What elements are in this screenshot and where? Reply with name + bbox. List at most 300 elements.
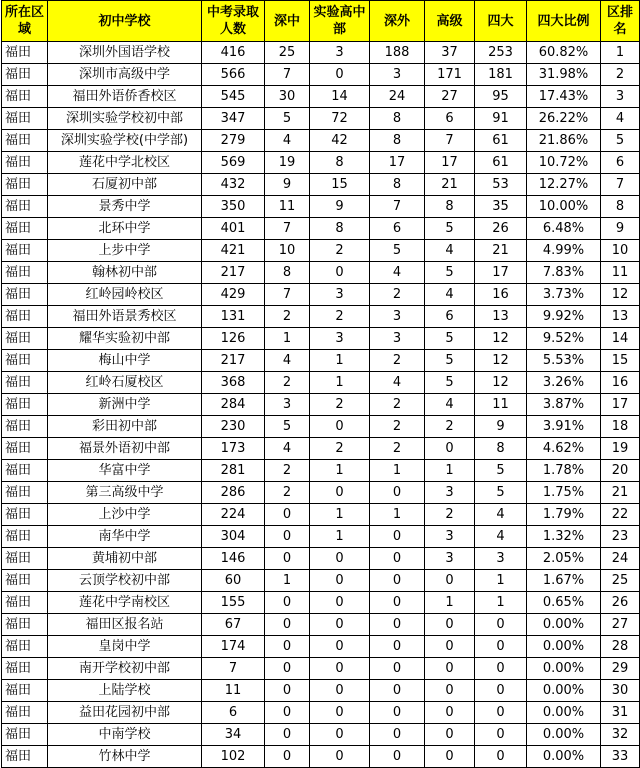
table-row xyxy=(2,86,640,108)
cell-shenzhong: 0 xyxy=(265,592,310,614)
cell-district-rank: 12 xyxy=(601,284,640,306)
cell-region: 福田 xyxy=(2,592,48,614)
cell-sida-ratio: 9.52% xyxy=(527,328,601,350)
table-row xyxy=(2,152,640,174)
cell-region: 福田 xyxy=(2,548,48,570)
cell-sida: 4 xyxy=(475,504,527,526)
cell-shenwai: 3 xyxy=(370,64,425,86)
cell-school: 深圳市高级中学 xyxy=(48,64,202,86)
cell-sida: 5 xyxy=(475,482,527,504)
cell-shenwai: 0 xyxy=(370,636,425,658)
cell-sida: 181 xyxy=(475,64,527,86)
cell-gaoji: 2 xyxy=(425,416,475,438)
cell-sida: 11 xyxy=(475,394,527,416)
cell-region: 福田 xyxy=(2,460,48,482)
table-row xyxy=(2,438,640,460)
cell-region: 福田 xyxy=(2,306,48,328)
cell-shenwai: 2 xyxy=(370,284,425,306)
cell-region: 福田 xyxy=(2,702,48,724)
cell-sida: 61 xyxy=(475,152,527,174)
cell-region: 福田 xyxy=(2,570,48,592)
cell-sida: 1 xyxy=(475,570,527,592)
cell-gaoji: 5 xyxy=(425,218,475,240)
cell-school: 彩田初中部 xyxy=(48,416,202,438)
cell-district-rank: 26 xyxy=(601,592,640,614)
cell-admitted-count: 7 xyxy=(202,658,265,680)
table-row xyxy=(2,658,640,680)
cell-region: 福田 xyxy=(2,614,48,636)
cell-shiyan-senior: 2 xyxy=(310,240,370,262)
cell-gaoji: 1 xyxy=(425,460,475,482)
cell-school: 莲花中学南校区 xyxy=(48,592,202,614)
cell-shiyan-senior: 3 xyxy=(310,284,370,306)
cell-gaoji: 3 xyxy=(425,482,475,504)
cell-region: 福田 xyxy=(2,526,48,548)
cell-shenwai: 6 xyxy=(370,218,425,240)
cell-gaoji: 6 xyxy=(425,306,475,328)
cell-shenzhong: 0 xyxy=(265,548,310,570)
header-gaoji: 高级 xyxy=(425,1,475,42)
cell-shenzhong: 4 xyxy=(265,130,310,152)
cell-region: 福田 xyxy=(2,636,48,658)
cell-shenwai: 8 xyxy=(370,108,425,130)
table-row xyxy=(2,130,640,152)
cell-district-rank: 3 xyxy=(601,86,640,108)
header-school: 初中学校 xyxy=(48,1,202,42)
cell-shiyan-senior: 0 xyxy=(310,658,370,680)
cell-region: 福田 xyxy=(2,218,48,240)
cell-district-rank: 16 xyxy=(601,372,640,394)
cell-shenzhong: 0 xyxy=(265,636,310,658)
cell-school: 益田花园初中部 xyxy=(48,702,202,724)
cell-admitted-count: 217 xyxy=(202,350,265,372)
cell-admitted-count: 34 xyxy=(202,724,265,746)
cell-school: 黄埔初中部 xyxy=(48,548,202,570)
cell-district-rank: 29 xyxy=(601,658,640,680)
cell-admitted-count: 368 xyxy=(202,372,265,394)
cell-school: 南开学校初中部 xyxy=(48,658,202,680)
cell-shiyan-senior: 3 xyxy=(310,328,370,350)
cell-shenzhong: 4 xyxy=(265,350,310,372)
cell-gaoji: 37 xyxy=(425,42,475,64)
cell-region: 福田 xyxy=(2,416,48,438)
cell-sida: 17 xyxy=(475,262,527,284)
cell-school: 石厦初中部 xyxy=(48,174,202,196)
cell-shenwai: 0 xyxy=(370,592,425,614)
cell-school: 竹林中学 xyxy=(48,746,202,768)
cell-shenzhong: 0 xyxy=(265,614,310,636)
cell-sida-ratio: 6.48% xyxy=(527,218,601,240)
cell-school: 上陆学校 xyxy=(48,680,202,702)
cell-shenwai: 0 xyxy=(370,680,425,702)
cell-district-rank: 19 xyxy=(601,438,640,460)
cell-district-rank: 17 xyxy=(601,394,640,416)
cell-sida: 9 xyxy=(475,416,527,438)
cell-sida: 0 xyxy=(475,702,527,724)
cell-shiyan-senior: 1 xyxy=(310,504,370,526)
cell-region: 福田 xyxy=(2,746,48,768)
table-row xyxy=(2,108,640,130)
cell-shenwai: 0 xyxy=(370,570,425,592)
cell-district-rank: 23 xyxy=(601,526,640,548)
cell-school: 上沙中学 xyxy=(48,504,202,526)
cell-district-rank: 5 xyxy=(601,130,640,152)
header-admitted-count: 中考录取人数 xyxy=(202,1,265,42)
cell-school: 深圳实验学校初中部 xyxy=(48,108,202,130)
cell-sida-ratio: 60.82% xyxy=(527,42,601,64)
table-row xyxy=(2,284,640,306)
cell-district-rank: 30 xyxy=(601,680,640,702)
table-body xyxy=(2,42,640,768)
table-row xyxy=(2,592,640,614)
table-row xyxy=(2,372,640,394)
cell-sida: 0 xyxy=(475,746,527,768)
cell-admitted-count: 67 xyxy=(202,614,265,636)
cell-region: 福田 xyxy=(2,86,48,108)
table-row xyxy=(2,548,640,570)
cell-shiyan-senior: 1 xyxy=(310,526,370,548)
cell-shenzhong: 5 xyxy=(265,416,310,438)
cell-gaoji: 5 xyxy=(425,372,475,394)
cell-district-rank: 32 xyxy=(601,724,640,746)
cell-shenwai: 188 xyxy=(370,42,425,64)
cell-sida-ratio: 4.99% xyxy=(527,240,601,262)
cell-school: 深圳外国语学校 xyxy=(48,42,202,64)
cell-shenwai: 17 xyxy=(370,152,425,174)
cell-sida: 35 xyxy=(475,196,527,218)
cell-sida-ratio: 1.79% xyxy=(527,504,601,526)
cell-sida: 61 xyxy=(475,130,527,152)
cell-sida-ratio: 1.67% xyxy=(527,570,601,592)
table-row xyxy=(2,394,640,416)
cell-school: 新洲中学 xyxy=(48,394,202,416)
cell-shenzhong: 7 xyxy=(265,64,310,86)
cell-shenzhong: 5 xyxy=(265,108,310,130)
cell-gaoji: 6 xyxy=(425,108,475,130)
cell-sida: 3 xyxy=(475,548,527,570)
cell-admitted-count: 6 xyxy=(202,702,265,724)
cell-gaoji: 7 xyxy=(425,130,475,152)
cell-shiyan-senior: 8 xyxy=(310,152,370,174)
cell-shenzhong: 7 xyxy=(265,284,310,306)
cell-admitted-count: 566 xyxy=(202,64,265,86)
cell-sida: 0 xyxy=(475,636,527,658)
cell-sida-ratio: 0.65% xyxy=(527,592,601,614)
cell-sida-ratio: 0.00% xyxy=(527,702,601,724)
cell-region: 福田 xyxy=(2,196,48,218)
cell-shenwai: 4 xyxy=(370,372,425,394)
cell-admitted-count: 279 xyxy=(202,130,265,152)
cell-district-rank: 4 xyxy=(601,108,640,130)
cell-region: 福田 xyxy=(2,394,48,416)
cell-gaoji: 17 xyxy=(425,152,475,174)
table-row xyxy=(2,262,640,284)
table-row xyxy=(2,680,640,702)
cell-shiyan-senior: 2 xyxy=(310,438,370,460)
cell-shiyan-senior: 0 xyxy=(310,262,370,284)
header-shenwai: 深外 xyxy=(370,1,425,42)
admissions-table xyxy=(1,0,640,768)
cell-shenwai: 4 xyxy=(370,262,425,284)
cell-shiyan-senior: 42 xyxy=(310,130,370,152)
cell-shenwai: 8 xyxy=(370,174,425,196)
cell-district-rank: 27 xyxy=(601,614,640,636)
cell-school: 梅山中学 xyxy=(48,350,202,372)
cell-gaoji: 0 xyxy=(425,614,475,636)
cell-district-rank: 9 xyxy=(601,218,640,240)
cell-shiyan-senior: 0 xyxy=(310,416,370,438)
cell-shenwai: 0 xyxy=(370,526,425,548)
cell-shenzhong: 1 xyxy=(265,570,310,592)
cell-shenwai: 0 xyxy=(370,724,425,746)
table-row xyxy=(2,636,640,658)
cell-shiyan-senior: 2 xyxy=(310,306,370,328)
table-row xyxy=(2,416,640,438)
cell-shenwai: 1 xyxy=(370,504,425,526)
header-shenzhong: 深中 xyxy=(265,1,310,42)
cell-gaoji: 2 xyxy=(425,504,475,526)
cell-school: 红岭园岭校区 xyxy=(48,284,202,306)
cell-admitted-count: 350 xyxy=(202,196,265,218)
cell-shiyan-senior: 0 xyxy=(310,482,370,504)
table-row xyxy=(2,218,640,240)
cell-shenzhong: 30 xyxy=(265,86,310,108)
cell-school: 华富中学 xyxy=(48,460,202,482)
cell-gaoji: 0 xyxy=(425,746,475,768)
cell-shenzhong: 3 xyxy=(265,394,310,416)
cell-shenzhong: 2 xyxy=(265,306,310,328)
cell-shenwai: 8 xyxy=(370,130,425,152)
cell-sida: 13 xyxy=(475,306,527,328)
cell-school: 第三高级中学 xyxy=(48,482,202,504)
cell-admitted-count: 126 xyxy=(202,328,265,350)
cell-shenwai: 3 xyxy=(370,328,425,350)
table-row xyxy=(2,460,640,482)
cell-gaoji: 0 xyxy=(425,680,475,702)
cell-shiyan-senior: 0 xyxy=(310,680,370,702)
cell-shiyan-senior: 0 xyxy=(310,746,370,768)
cell-region: 福田 xyxy=(2,152,48,174)
cell-sida: 8 xyxy=(475,438,527,460)
cell-sida-ratio: 21.86% xyxy=(527,130,601,152)
cell-gaoji: 4 xyxy=(425,240,475,262)
cell-admitted-count: 155 xyxy=(202,592,265,614)
cell-sida-ratio: 7.83% xyxy=(527,262,601,284)
cell-district-rank: 15 xyxy=(601,350,640,372)
cell-gaoji: 21 xyxy=(425,174,475,196)
cell-sida: 0 xyxy=(475,724,527,746)
cell-sida-ratio: 0.00% xyxy=(527,658,601,680)
cell-shenwai: 2 xyxy=(370,394,425,416)
cell-admitted-count: 102 xyxy=(202,746,265,768)
cell-shiyan-senior: 0 xyxy=(310,724,370,746)
cell-sida-ratio: 0.00% xyxy=(527,614,601,636)
cell-district-rank: 11 xyxy=(601,262,640,284)
cell-sida: 0 xyxy=(475,680,527,702)
cell-shiyan-senior: 0 xyxy=(310,636,370,658)
cell-shiyan-senior: 15 xyxy=(310,174,370,196)
cell-admitted-count: 304 xyxy=(202,526,265,548)
cell-district-rank: 22 xyxy=(601,504,640,526)
cell-school: 福田外语景秀校区 xyxy=(48,306,202,328)
cell-shenwai: 7 xyxy=(370,196,425,218)
table-row xyxy=(2,724,640,746)
cell-shenwai: 0 xyxy=(370,614,425,636)
cell-district-rank: 31 xyxy=(601,702,640,724)
cell-shenzhong: 0 xyxy=(265,526,310,548)
cell-sida: 12 xyxy=(475,350,527,372)
cell-admitted-count: 281 xyxy=(202,460,265,482)
cell-sida: 95 xyxy=(475,86,527,108)
cell-shenzhong: 0 xyxy=(265,702,310,724)
cell-shenwai: 0 xyxy=(370,658,425,680)
table-row xyxy=(2,64,640,86)
cell-admitted-count: 401 xyxy=(202,218,265,240)
cell-sida: 12 xyxy=(475,328,527,350)
cell-shenzhong: 0 xyxy=(265,658,310,680)
cell-sida: 91 xyxy=(475,108,527,130)
cell-admitted-count: 131 xyxy=(202,306,265,328)
cell-region: 福田 xyxy=(2,240,48,262)
cell-admitted-count: 60 xyxy=(202,570,265,592)
cell-region: 福田 xyxy=(2,130,48,152)
table-row xyxy=(2,570,640,592)
cell-sida-ratio: 0.00% xyxy=(527,636,601,658)
cell-sida-ratio: 12.27% xyxy=(527,174,601,196)
cell-shenzhong: 8 xyxy=(265,262,310,284)
cell-shiyan-senior: 1 xyxy=(310,460,370,482)
cell-school: 深圳实验学校(中学部) xyxy=(48,130,202,152)
cell-region: 福田 xyxy=(2,42,48,64)
cell-sida-ratio: 31.98% xyxy=(527,64,601,86)
cell-region: 福田 xyxy=(2,680,48,702)
cell-sida-ratio: 0.00% xyxy=(527,724,601,746)
cell-sida-ratio: 5.53% xyxy=(527,350,601,372)
cell-school: 上步中学 xyxy=(48,240,202,262)
header-sida-ratio: 四大比例 xyxy=(527,1,601,42)
header-row xyxy=(2,1,640,42)
cell-sida-ratio: 0.00% xyxy=(527,680,601,702)
cell-sida-ratio: 0.00% xyxy=(527,746,601,768)
cell-school: 红岭石厦校区 xyxy=(48,372,202,394)
cell-region: 福田 xyxy=(2,328,48,350)
cell-school: 福景外语初中部 xyxy=(48,438,202,460)
cell-region: 福田 xyxy=(2,438,48,460)
cell-shenwai: 2 xyxy=(370,416,425,438)
cell-school: 景秀中学 xyxy=(48,196,202,218)
cell-shenzhong: 4 xyxy=(265,438,310,460)
cell-shiyan-senior: 1 xyxy=(310,372,370,394)
cell-sida: 0 xyxy=(475,614,527,636)
cell-shenwai: 0 xyxy=(370,548,425,570)
cell-shiyan-senior: 0 xyxy=(310,702,370,724)
cell-school: 中南学校 xyxy=(48,724,202,746)
cell-region: 福田 xyxy=(2,372,48,394)
cell-shenzhong: 2 xyxy=(265,372,310,394)
cell-sida: 1 xyxy=(475,592,527,614)
cell-gaoji: 0 xyxy=(425,636,475,658)
table-row xyxy=(2,504,640,526)
cell-gaoji: 27 xyxy=(425,86,475,108)
cell-region: 福田 xyxy=(2,724,48,746)
cell-sida: 21 xyxy=(475,240,527,262)
cell-school: 福田外语侨香校区 xyxy=(48,86,202,108)
cell-shenzhong: 11 xyxy=(265,196,310,218)
cell-shenzhong: 0 xyxy=(265,504,310,526)
cell-sida-ratio: 3.91% xyxy=(527,416,601,438)
cell-shiyan-senior: 2 xyxy=(310,394,370,416)
cell-shenzhong: 7 xyxy=(265,218,310,240)
cell-gaoji: 0 xyxy=(425,724,475,746)
cell-shiyan-senior: 3 xyxy=(310,42,370,64)
cell-district-rank: 8 xyxy=(601,196,640,218)
cell-sida: 16 xyxy=(475,284,527,306)
cell-sida-ratio: 4.62% xyxy=(527,438,601,460)
table-row xyxy=(2,328,640,350)
cell-shiyan-senior: 9 xyxy=(310,196,370,218)
cell-gaoji: 5 xyxy=(425,350,475,372)
cell-district-rank: 7 xyxy=(601,174,640,196)
cell-shenwai: 5 xyxy=(370,240,425,262)
cell-shenwai: 0 xyxy=(370,482,425,504)
cell-shenwai: 0 xyxy=(370,702,425,724)
cell-sida: 0 xyxy=(475,658,527,680)
cell-region: 福田 xyxy=(2,482,48,504)
cell-sida-ratio: 10.72% xyxy=(527,152,601,174)
cell-sida: 4 xyxy=(475,526,527,548)
table-row xyxy=(2,350,640,372)
cell-sida-ratio: 1.75% xyxy=(527,482,601,504)
cell-district-rank: 20 xyxy=(601,460,640,482)
cell-shenwai: 1 xyxy=(370,460,425,482)
cell-gaoji: 171 xyxy=(425,64,475,86)
cell-region: 福田 xyxy=(2,108,48,130)
cell-gaoji: 4 xyxy=(425,284,475,306)
cell-shenwai: 2 xyxy=(370,350,425,372)
cell-sida-ratio: 1.78% xyxy=(527,460,601,482)
cell-shiyan-senior: 0 xyxy=(310,592,370,614)
cell-district-rank: 21 xyxy=(601,482,640,504)
cell-shenzhong: 19 xyxy=(265,152,310,174)
cell-gaoji: 1 xyxy=(425,592,475,614)
cell-region: 福田 xyxy=(2,262,48,284)
cell-admitted-count: 284 xyxy=(202,394,265,416)
header-region: 所在区域 xyxy=(2,1,48,42)
cell-shiyan-senior: 0 xyxy=(310,570,370,592)
cell-admitted-count: 347 xyxy=(202,108,265,130)
table-row xyxy=(2,526,640,548)
cell-admitted-count: 286 xyxy=(202,482,265,504)
cell-gaoji: 3 xyxy=(425,548,475,570)
cell-sida: 53 xyxy=(475,174,527,196)
cell-gaoji: 0 xyxy=(425,702,475,724)
cell-gaoji: 0 xyxy=(425,438,475,460)
cell-school: 莲花中学北校区 xyxy=(48,152,202,174)
table-row xyxy=(2,240,640,262)
cell-shiyan-senior: 72 xyxy=(310,108,370,130)
cell-shenwai: 3 xyxy=(370,306,425,328)
cell-shenzhong: 2 xyxy=(265,482,310,504)
header-district-rank: 区排名 xyxy=(601,1,640,42)
cell-district-rank: 14 xyxy=(601,328,640,350)
table-row xyxy=(2,482,640,504)
cell-shiyan-senior: 14 xyxy=(310,86,370,108)
cell-school: 云顶学校初中部 xyxy=(48,570,202,592)
cell-shenzhong: 10 xyxy=(265,240,310,262)
cell-shenwai: 24 xyxy=(370,86,425,108)
cell-admitted-count: 174 xyxy=(202,636,265,658)
cell-admitted-count: 173 xyxy=(202,438,265,460)
